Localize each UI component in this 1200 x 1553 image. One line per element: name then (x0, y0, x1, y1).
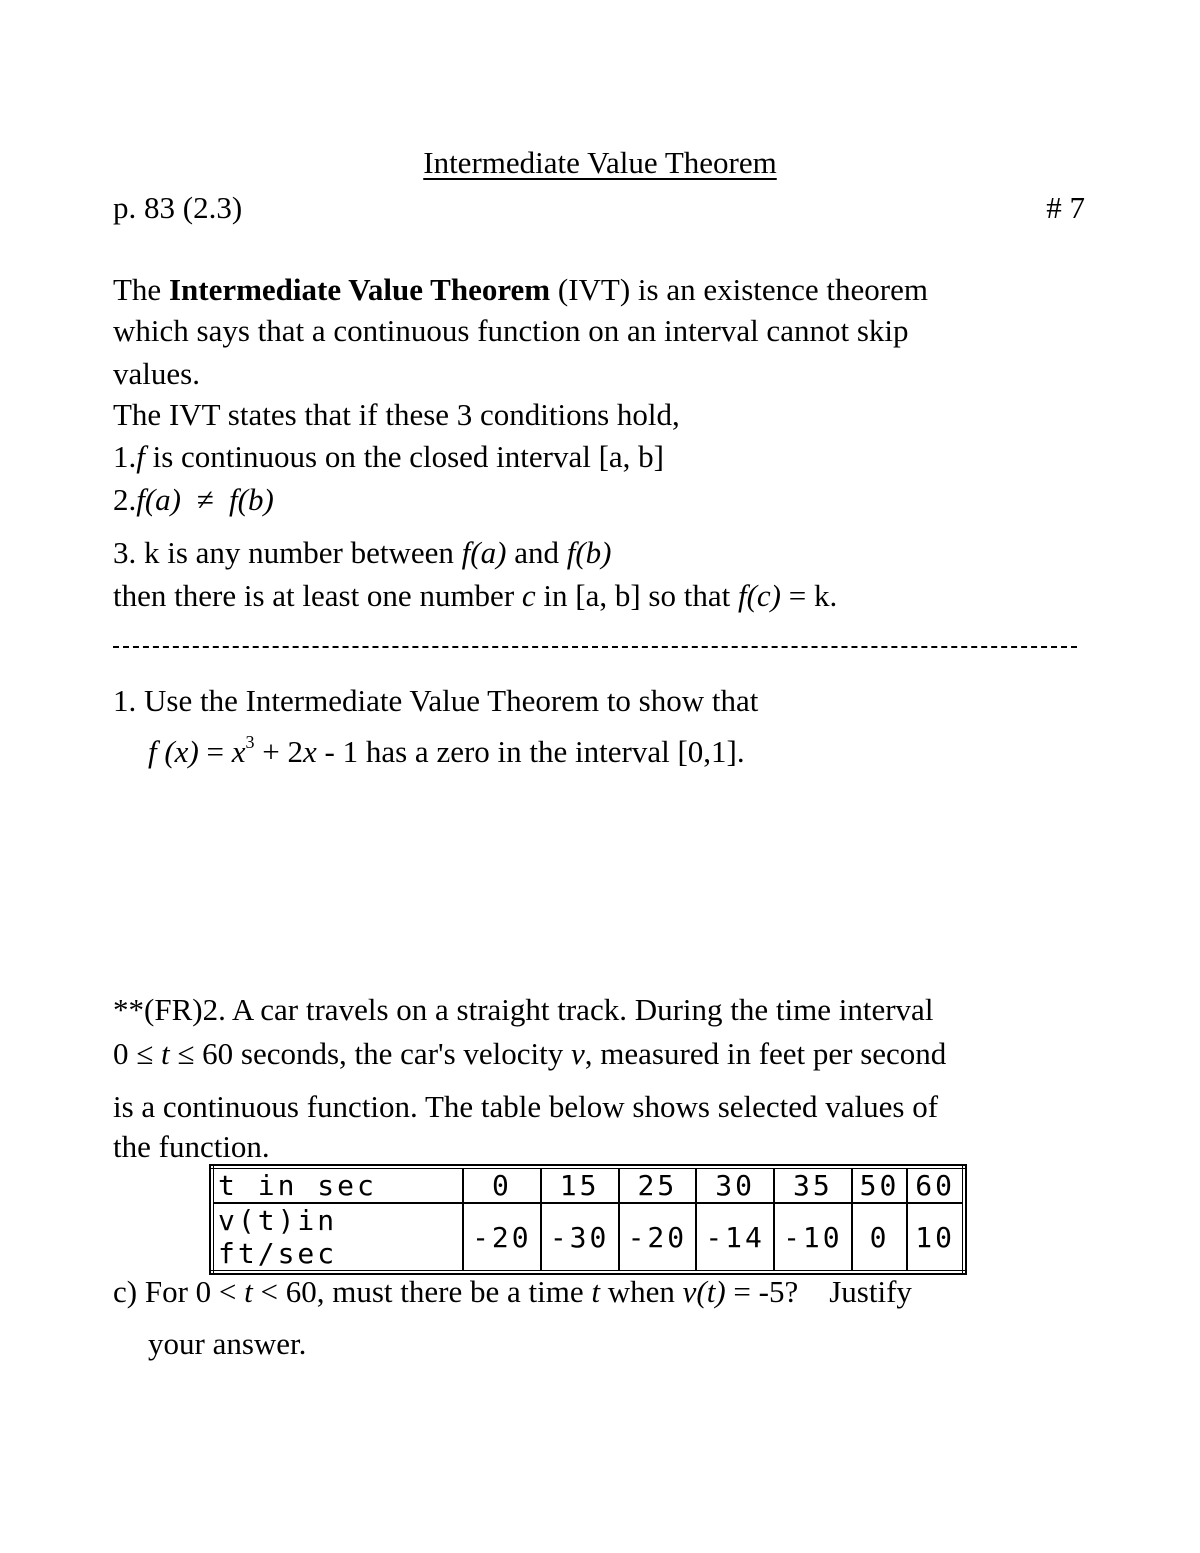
page-reference: p. 83 (2.3) (113, 190, 243, 225)
table-cell: -10 (774, 1203, 852, 1272)
page-title: Intermediate Value Theorem (423, 145, 777, 180)
table-cell: 35 (774, 1167, 852, 1203)
table-cell: 60 (907, 1167, 964, 1203)
table-cell: 25 (619, 1167, 697, 1203)
table-row-header: v(t)in ft/sec (212, 1203, 463, 1272)
table-row (212, 1167, 964, 1203)
table-cell: -20 (463, 1203, 541, 1272)
table-cell: -30 (541, 1203, 619, 1272)
problem-2-line-2: 0 ≤ t ≤ 60 seconds, the car's velocity v, measured in feet per second (113, 1036, 947, 1071)
intro-line-3: values. (113, 356, 200, 391)
part-c-question: c) For 0 < t < 60, must there be a time t when v(t) = -5? Justify (113, 1274, 912, 1309)
table-cell: 50 (852, 1167, 908, 1203)
condition-3: 3. k is any number between f(a) and f(b) (113, 535, 612, 570)
problem-2-line-1: **(FR)2. A car travels on a straight track. During the time interval (113, 992, 934, 1027)
problem-1-function: f $(x) = x^3 + 2x - 1$ has a zero in the interval [0,1]. (148, 732, 745, 769)
table-cell: 10 (907, 1203, 964, 1272)
conclusion: then there is at least one number c in [a, b] so that f(c) = k. (113, 578, 838, 613)
table-cell: 30 (696, 1167, 774, 1203)
intro-line-4: The IVT states that if these 3 conditions hold, (113, 397, 680, 432)
problem-2-line-4: the function. (113, 1129, 270, 1164)
problem-number: # 7 (1046, 190, 1085, 225)
table-cell: -14 (696, 1203, 774, 1272)
dashed-divider (113, 646, 1077, 648)
table-cell: -20 (619, 1203, 697, 1272)
table-cell: 0 (852, 1203, 908, 1272)
problem-2-line-3: is a continuous function. The table below shows selected values of (113, 1089, 939, 1124)
velocity-table (210, 1165, 966, 1274)
intro-line-2: which says that a continuous function on an interval cannot skip (113, 313, 909, 348)
condition-1: 1.f is continuous on the closed interval [a, b] (113, 439, 665, 474)
table-row (212, 1203, 964, 1272)
problem-1-prompt: 1. Use the Intermediate Value Theorem to show that (113, 683, 759, 718)
table-row-header: t in sec (212, 1167, 463, 1203)
table-cell: 15 (541, 1167, 619, 1203)
table-cell: 0 (463, 1167, 541, 1203)
condition-2: 2.f(a) ≠ f(b) (113, 482, 274, 517)
part-c-continuation: your answer. (148, 1326, 307, 1361)
intro-line-1: The Intermediate Value Theorem (IVT) is an existence theorem (113, 272, 928, 307)
